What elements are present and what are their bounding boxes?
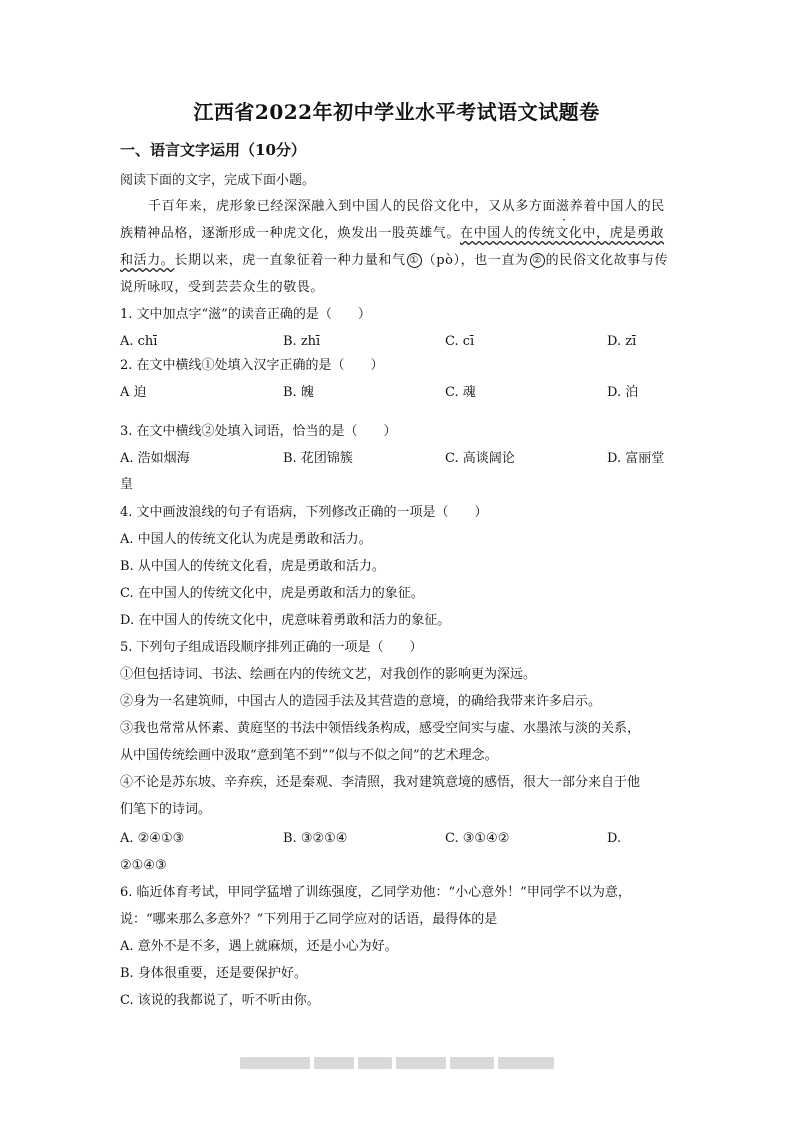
question-2-stem: 2. 在文中横线①处填入汉字正确的是（ ） (120, 358, 384, 373)
q5-sentence-4: ④不论是苏东坡、辛弃疾，还是秦观、李清照，我对建筑意境的感悟，很大一部分来自于他 (120, 775, 641, 790)
passage-line-2 (120, 225, 664, 243)
q6-option-a: A. 意外不是不多，遇上就麻烦，还是小心为好。 (120, 939, 398, 954)
q4-option-a: A. 中国人的传统文化认为虎是勇敢和活力。 (120, 532, 372, 547)
q6-option-c: C. 该说的我都说了，听不听由你。 (120, 993, 320, 1008)
question-4-stem: 4. 文中画波浪线的句子有语病，下列修改正确的一项是（ ） (120, 505, 488, 520)
wavy-underlined-sentence: 和活力。 (120, 253, 175, 268)
blurred-footer-watermark (240, 1054, 556, 1068)
q4-option-d: D. 在中国人的传统文化中，虎意味着勇敢和活力的象征。 (120, 613, 451, 628)
question-6-stem: 6. 临近体育考试，甲同学猛增了训练强度，乙同学劝他：“小心意外！”甲同学不以为意， (120, 885, 631, 900)
question-6-stem-cont: 说：“哪来那么多意外？”下列用于乙同学应对的话语，最得体的是 (120, 912, 498, 927)
q5-sentence-2: ②身为一名建筑师，中国古人的造园手法及其营造的意境，的确给我带来许多启示。 (120, 694, 602, 709)
emphasized-char: 滋 (556, 199, 570, 214)
q2-option-a: A 迫 (120, 385, 147, 400)
q3-option-b: B. 花团锦簇 (283, 451, 353, 466)
q5-option-d: D. (607, 831, 622, 846)
q5-option-b: B. ③②①④ (283, 831, 348, 846)
q1-option-a: A. chī (120, 334, 158, 349)
q1-option-b: B. zhī (283, 334, 321, 349)
q5-option-d-overflow: ②①④③ (120, 858, 167, 873)
question-5-stem: 5. 下列句子组成语段顺序排列正确的一项是（ ） (120, 640, 423, 655)
passage-text: 养着中国人的民 (569, 199, 665, 214)
q2-option-c: C. 魂 (445, 385, 476, 400)
q1-option-c: C. cī (445, 334, 475, 349)
blank-marker-2: ② (530, 253, 545, 268)
q3-option-d: D. 富丽堂 (607, 451, 665, 466)
q3-option-c: C. 高谈阔论 (445, 451, 515, 466)
q2-option-b: B. 魄 (283, 385, 314, 400)
wavy-underlined-sentence: 在中国人的传统文化中，虎是勇敢 (460, 226, 665, 241)
q2-option-d: D. 泊 (607, 385, 639, 400)
passage-text: 族精神品格，逐渐形成一种虎文化，焕发出一股英雄气。 (120, 226, 461, 241)
q3-option-d-overflow: 皇 (120, 477, 134, 492)
q5-sentence-1: ①但包括诗词、书法、绘画在内的传统文艺，对我创作的影响更为深远。 (120, 667, 537, 682)
q5-sentence-4-cont: 们笔下的诗词。 (120, 802, 212, 817)
passage-line-3 (120, 252, 668, 270)
passage-text: （pò），也一直为 (422, 253, 529, 268)
instruction-text: 阅读下面的文字，完成下面小题。 (120, 173, 316, 188)
q5-option-c: C. ③①④② (445, 831, 510, 846)
passage-line-4: 说所咏叹，受到芸芸众生的敬畏。 (120, 280, 325, 295)
passage-text: 长期以来，虎一直象征着一种力量和气 (174, 253, 406, 268)
q1-option-d: D. zī (607, 334, 637, 349)
section-heading: 一、语言文字运用（10分） (120, 141, 306, 159)
passage-text: 千百年来，虎形象已经深深融入到中国人的民俗文化中，又从多方面 (148, 199, 557, 214)
blank-marker-1: ① (407, 253, 422, 268)
q5-option-a: A. ②④①③ (120, 831, 185, 846)
q5-sentence-3: ③我也常常从怀素、黄庭坚的书法中领悟线条构成，感受空间实与虚、水墨浓与淡的关系， (120, 721, 641, 736)
q4-option-b: B. 从中国人的传统文化看，虎是勇敢和活力。 (120, 559, 385, 574)
passage-text: 的民俗文化故事与传 (545, 253, 669, 268)
page-title: 江西省2022年初中学业水平考试语文试题卷 (193, 100, 600, 124)
question-1-stem: 1. 文中加点字“滋”的读音正确的是（ ） (120, 307, 371, 322)
q5-sentence-3-cont: 从中国传统绘画中汲取“意到笔不到”“似与不似之间”的艺术理念。 (120, 748, 498, 763)
q6-option-b: B. 身体很重要，还是要保护好。 (120, 966, 307, 981)
q3-option-a: A. 浩如烟海 (120, 451, 190, 466)
passage-line-1 (148, 198, 665, 216)
q4-option-c: C. 在中国人的传统文化中，虎是勇敢和活力的象征。 (120, 586, 424, 601)
question-3-stem: 3. 在文中横线②处填入词语，恰当的是（ ） (120, 424, 397, 439)
